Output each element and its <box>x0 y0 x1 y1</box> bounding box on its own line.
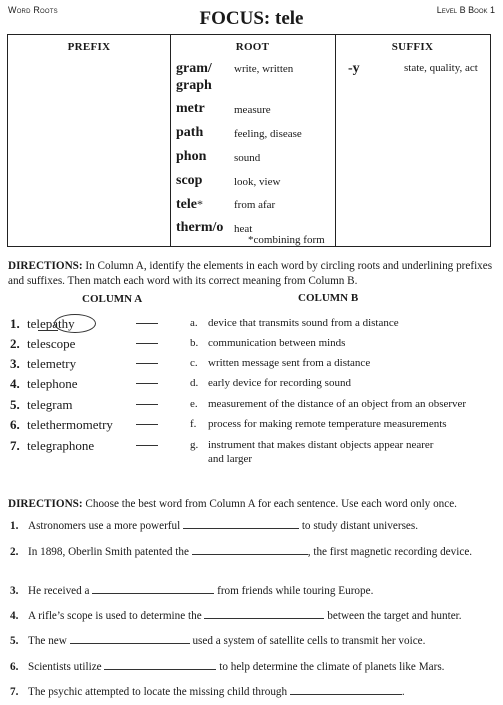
answer-blank[interactable] <box>136 383 158 384</box>
column-a-item <box>10 397 72 413</box>
page-title: FOCUS: tele <box>199 8 304 29</box>
column-b-definition: measurement of the distance of an object from an observer <box>208 398 467 410</box>
root-meaning: look, view <box>234 176 281 188</box>
suffix-word: -y <box>348 61 360 76</box>
root-meaning: sound <box>234 152 261 164</box>
sentence-text: A rifle’s scope is used to determine the <box>28 610 205 622</box>
column-a-item <box>10 356 76 372</box>
item-letter: b. <box>190 337 199 349</box>
item-number: 7. <box>10 438 20 453</box>
root-meaning: from afar <box>234 199 276 211</box>
sentence-item <box>10 517 492 534</box>
sentence-text: from friends while touring Europe. <box>214 585 374 597</box>
column-a-item <box>10 417 113 433</box>
sentence-item <box>10 543 492 560</box>
sentence-text: Astronomers use a more powerful <box>28 520 184 532</box>
answer-blank[interactable] <box>192 543 308 555</box>
prefix-underline-mark <box>38 330 58 331</box>
item-number: 5. <box>10 635 19 647</box>
answer-blank[interactable] <box>136 343 158 344</box>
sentence-text: The psychic attempted to locate the missing child through <box>28 686 290 698</box>
column-a-word: telemetry <box>27 356 77 371</box>
root-circle-mark <box>54 314 96 333</box>
answer-blank[interactable] <box>183 517 299 529</box>
root-word <box>176 196 203 213</box>
answer-blank[interactable] <box>136 424 158 425</box>
root-meaning: heat <box>234 223 253 235</box>
answer-blank[interactable] <box>70 632 190 644</box>
root-word: gram/ <box>176 61 212 76</box>
root-meaning: write, written <box>234 63 294 75</box>
column-a-word: telepathy <box>27 316 75 331</box>
sentence-text: . <box>401 686 405 698</box>
column-b-definition: early device for recording sound <box>208 377 351 389</box>
root-word: phon <box>176 149 207 164</box>
directions-label: DIRECTIONS: <box>8 498 83 510</box>
sentence-text: Scientists utilize <box>28 661 105 673</box>
directions-label: DIRECTIONS: <box>8 260 83 272</box>
column-a-word: telethermometry <box>27 417 113 432</box>
column-b-definition: process for making remote temperature measurements <box>208 418 447 430</box>
directions-text: Choose the best word from Column A for each sentence. Use each word only once. <box>82 498 457 510</box>
sentence-item <box>10 607 492 624</box>
sentence-item <box>10 632 492 649</box>
root-meaning: measure <box>234 104 271 116</box>
item-letter: c. <box>190 357 198 369</box>
answer-blank[interactable] <box>92 582 214 594</box>
root-meaning: feeling, disease <box>234 128 302 140</box>
column-a-item <box>10 438 94 454</box>
item-number: 6. <box>10 417 20 432</box>
item-letter: g. <box>190 439 199 451</box>
answer-blank[interactable] <box>204 607 324 619</box>
sentence-text: to study distant universes. <box>299 520 419 532</box>
directions-matching <box>8 259 496 289</box>
table-divider <box>170 35 171 246</box>
item-number: 2. <box>10 336 20 351</box>
sentence-item <box>10 658 492 675</box>
directions-sentences <box>8 497 496 512</box>
table-divider <box>335 35 336 246</box>
sentence-item <box>10 582 492 599</box>
item-letter: a. <box>190 317 198 329</box>
root-word: scop <box>176 173 203 188</box>
sentence-text: The new <box>28 635 70 647</box>
column-b-definition: device that transmits sound from a distance <box>208 317 399 329</box>
item-letter: e. <box>190 398 198 410</box>
sentence-text: between the target and hunter. <box>324 610 462 622</box>
item-letter: f. <box>190 418 197 430</box>
sentence-text: to help determine the climate of planets like Mars. <box>216 661 445 673</box>
item-number: 3. <box>10 356 20 371</box>
sentence-text: used a system of satellite cells to transmit her voice. <box>189 635 426 647</box>
footnote: *combining form <box>248 234 325 246</box>
suffix-header: SUFFIX <box>391 41 434 53</box>
word-parts-table <box>7 34 491 247</box>
column-a-item <box>10 376 78 392</box>
column-a-item <box>10 336 75 352</box>
item-number: 1. <box>10 520 19 532</box>
root-word: graph <box>176 78 212 93</box>
answer-blank[interactable] <box>104 658 216 670</box>
root-word: path <box>176 125 204 140</box>
answer-blank[interactable] <box>136 363 158 364</box>
column-a-word: telescope <box>27 336 76 351</box>
column-a-item <box>10 316 75 332</box>
root-header: ROOT <box>235 41 270 53</box>
sentence-text: In 1898, Oberlin Smith patented the <box>28 546 192 558</box>
answer-blank[interactable] <box>136 404 158 405</box>
combining-form-marker: * <box>196 197 203 211</box>
suffix-meaning: state, quality, act <box>404 62 478 74</box>
item-number: 7. <box>10 686 19 698</box>
column-b-definition: communication between minds <box>208 337 346 349</box>
book-section-label: Word Roots <box>8 5 58 15</box>
column-a-word: telephone <box>27 376 78 391</box>
answer-blank[interactable] <box>290 683 402 695</box>
directions-text: In Column A, identify the elements in each word by circling roots and underlining prefixes and suffixes. Then match each word with its correct meaning from Column B. <box>8 260 493 287</box>
column-b-definition: written message sent from a distance <box>208 357 371 369</box>
prefix-header: PREFIX <box>67 41 111 53</box>
item-number: 4. <box>10 376 20 391</box>
column-b-header: COLUMN B <box>298 292 359 304</box>
root-word: therm/o <box>176 220 224 235</box>
column-a-word: telegraphone <box>27 438 95 453</box>
sentence-text: He received a <box>28 585 93 597</box>
item-number: 5. <box>10 397 20 412</box>
root-word-text: tele <box>176 197 197 212</box>
item-number: 3. <box>10 585 19 597</box>
item-letter: d. <box>190 377 199 389</box>
item-number: 1. <box>10 316 20 331</box>
sentence-text: , the first magnetic recording device. <box>307 546 473 558</box>
column-a-word: telegram <box>27 397 73 412</box>
column-b-definition: instrument that makes distant objects appear nearer and larger <box>208 439 434 465</box>
item-number: 6. <box>10 661 19 673</box>
answer-blank[interactable] <box>136 445 158 446</box>
item-number: 2. <box>10 546 19 558</box>
answer-blank[interactable] <box>136 323 158 324</box>
root-word: metr <box>176 101 205 116</box>
sentence-item <box>10 683 492 700</box>
column-a-header: COLUMN A <box>82 293 143 305</box>
item-number: 4. <box>10 610 19 622</box>
level-label: Level B Book 1 <box>436 5 495 15</box>
